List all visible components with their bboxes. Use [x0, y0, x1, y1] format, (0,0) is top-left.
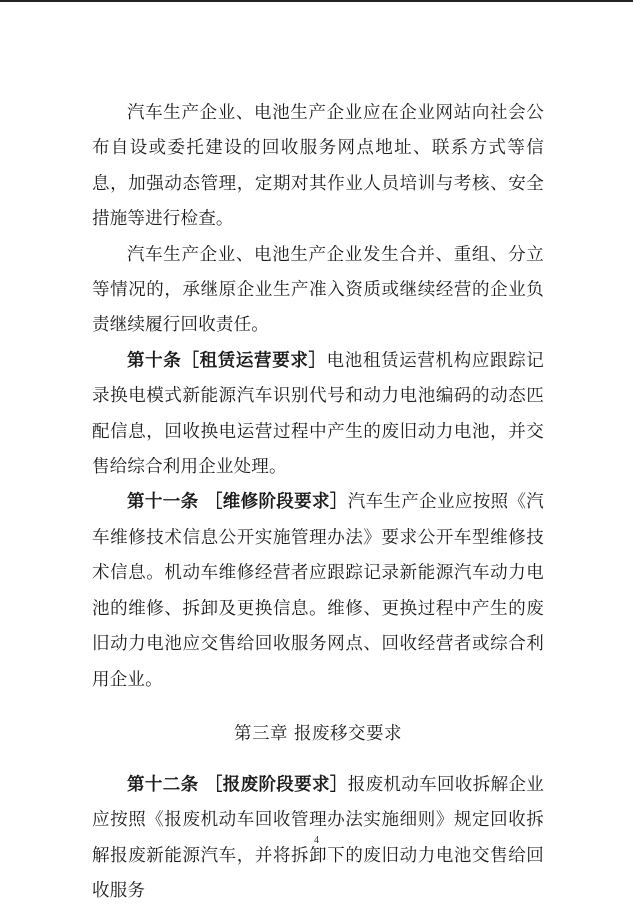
page-number: 4: [314, 835, 319, 846]
article-heading: 第十条［租赁运营要求］: [127, 350, 327, 371]
chapter-title: 第三章 报废移交要求: [233, 723, 403, 744]
paragraph-1: [92, 96, 544, 238]
article-heading: 第十一条 ［维修阶段要求］: [127, 492, 348, 513]
document-body: [92, 96, 544, 910]
article-heading: 第十二条 ［报废阶段要求］: [127, 774, 348, 795]
paragraph-text: 汽车生产企业、电池生产企业应在企业网站向社会公布自设或委托建设的回收服务网点地址、联系方式等信息，加强动态管理，定期对其作业人员培训与考核、安全措施等进行检查。: [92, 103, 544, 230]
article-text: 汽车生产企业应按照《汽车维修技术信息公开实施管理办法》要求公开车型维修技术信息。机动车维修经营者应跟踪记录新能源汽车动力电池的维修、拆卸及更换信息。维修、更换过程中产生的废旧动力电池应交售给回收服务网点、回收经营者或综合利用企业。: [92, 492, 544, 690]
article-10: [92, 344, 544, 486]
article-text: 电池租赁运营机构应跟踪记录换电模式新能源汽车识别代号和动力电池编码的动态匹配信息，回收换电运营过程中产生的废旧动力电池，并交售给综合利用企业处理。: [92, 350, 545, 478]
paragraph-text: 汽车生产企业、电池生产企业发生合并、重组、分立等情况的，承继原企业生产准入资质或继续经营的企业负责继续履行回收责任。: [92, 244, 544, 336]
paragraph-2: [92, 238, 544, 344]
article-text: 报废机动车回收拆解企业应按照《报废机动车回收管理办法实施细则》规定回收拆解报废新能源汽车，并将拆卸下的废旧动力电池交售给回收服务: [92, 774, 544, 902]
top-border-rule: [0, 0, 633, 2]
article-11: [92, 485, 544, 697]
